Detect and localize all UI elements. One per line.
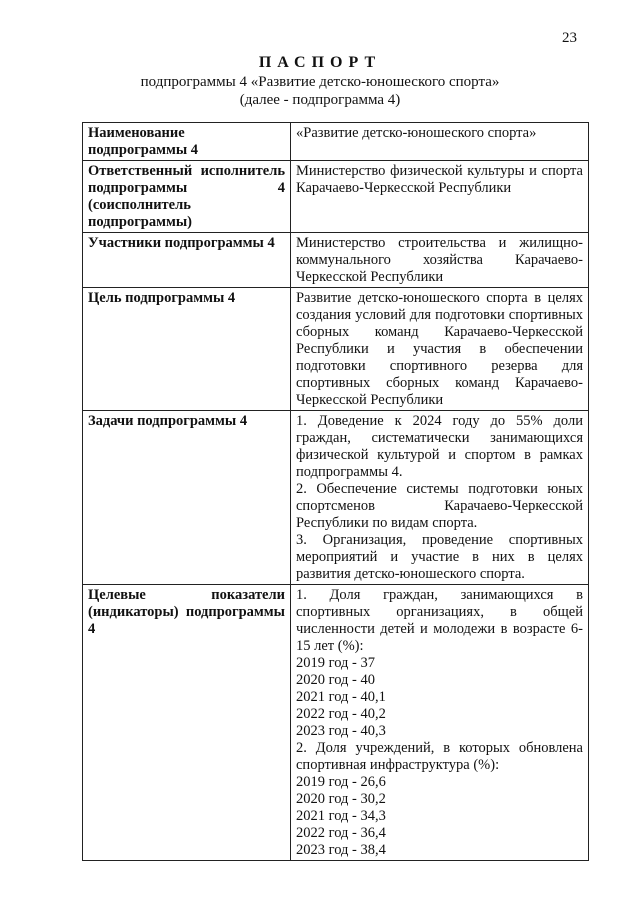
- table-row: [83, 585, 589, 861]
- document-subtitle-note: (далее - подпрограмма 4): [239, 92, 401, 108]
- value-line: 2019 год - 26,6: [296, 774, 386, 790]
- table-row: [83, 161, 589, 233]
- row-label: Участники подпрограммы 4: [83, 233, 291, 288]
- row-label: Наименование подпрограммы 4: [83, 123, 291, 161]
- value-line: Развитие детско-юношеского спорта в целях создания условий для подготовки спортивных сборных команд Карачаево-Черкесской Республики и участия в обеспечении подготовки спортивного резерва для спортивных сборных команд Карачаево-Черкесской Республики: [296, 290, 583, 408]
- value-line: 2. Обеспечение системы подготовки юных спортсменов Карачаево-Черкесской Республики по видам спорта.: [296, 481, 583, 531]
- value-line: 2022 год - 36,4: [296, 825, 386, 841]
- value-line: 2023 год - 38,4: [296, 842, 386, 858]
- value-line: 1. Доведение к 2024 году до 55% доли граждан, систематически занимающихся физической культурой и спортом в рамках подпрограммы 4.: [296, 413, 583, 480]
- value-line: 2023 год - 40,3: [296, 723, 386, 739]
- passport-table: [82, 122, 589, 861]
- page-number: 23: [562, 30, 577, 46]
- row-value: [291, 585, 589, 861]
- row-label: Целевые показатели (индикаторы) подпрограммы 4: [83, 585, 291, 861]
- value-line: 2020 год - 30,2: [296, 791, 386, 807]
- row-value: [291, 123, 589, 161]
- value-line: 1. Доля граждан, занимающихся в спортивных организациях, в общей численности детей и молодежи в возрасте 6-15 лет (%):: [296, 587, 583, 654]
- table-row: [83, 233, 589, 288]
- document-subtitle: подпрограммы 4 «Развитие детско-юношеского спорта»: [140, 74, 500, 90]
- row-value: [291, 411, 589, 585]
- value-line: 2019 год - 37: [296, 655, 375, 671]
- table-row: [83, 123, 589, 161]
- row-label: Цель подпрограммы 4: [83, 288, 291, 411]
- value-line: 2020 год - 40: [296, 672, 375, 688]
- value-line: «Развитие детско-юношеского спорта»: [296, 125, 537, 141]
- value-line: 2. Доля учреждений, в которых обновлена спортивная инфраструктура (%):: [296, 740, 583, 773]
- document-title: ПАСПОРТ: [258, 54, 382, 71]
- row-value: [291, 233, 589, 288]
- value-line: Министерство строительства и жилищно-коммунального хозяйства Карачаево-Черкесской Республики: [296, 235, 583, 285]
- value-line: 3. Организация, проведение спортивных мероприятий и участие в них в целях развития детско-юношеского спорта.: [296, 532, 583, 582]
- value-line: Министерство физической культуры и спорта Карачаево-Черкесской Республики: [296, 163, 583, 196]
- table-row: [83, 288, 589, 411]
- table-row: [83, 411, 589, 585]
- value-line: 2021 год - 34,3: [296, 808, 386, 824]
- value-line: 2022 год - 40,2: [296, 706, 386, 722]
- value-line: 2021 год - 40,1: [296, 689, 386, 705]
- row-value: [291, 161, 589, 233]
- row-value: [291, 288, 589, 411]
- row-label: Ответственный исполнитель подпрограммы 4 (соисполнитель подпрограммы): [83, 161, 291, 233]
- row-label: Задачи подпрограммы 4: [83, 411, 291, 585]
